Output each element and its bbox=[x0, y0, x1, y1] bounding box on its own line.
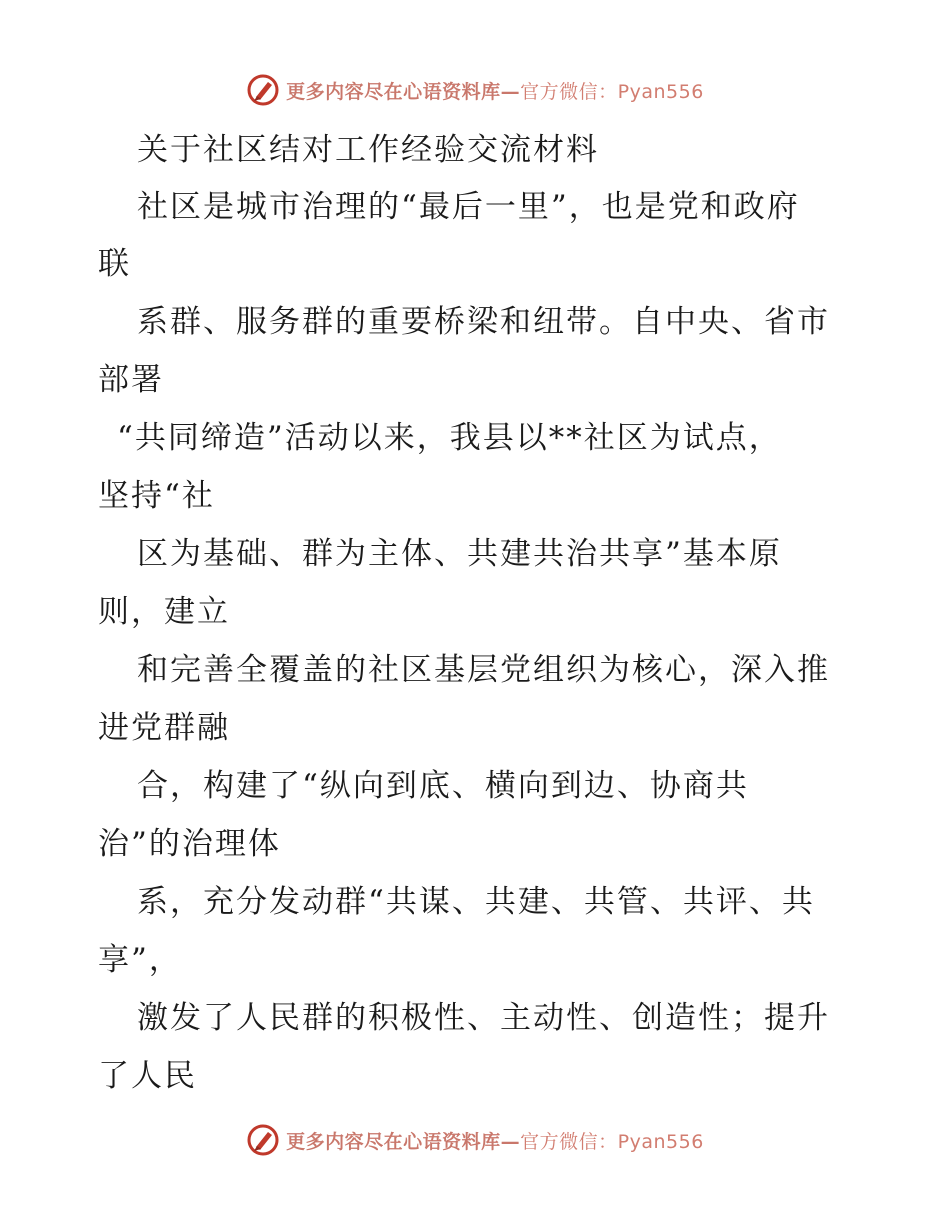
text-line: “共同缔造”活动以来，我县以**社区为试点， bbox=[117, 420, 782, 456]
text-line: 治”的治理体 bbox=[98, 826, 281, 862]
text-line: 则，建立 bbox=[98, 594, 230, 630]
footer-banner bbox=[0, 1120, 950, 1160]
text-line: 系群、服务群的重要桥梁和纽带。自中央、省市 bbox=[137, 304, 830, 340]
text-line: 区为基础、群为主体、共建共治共享”基本原 bbox=[137, 536, 782, 572]
banner-text: 更多内容尽在心语资料库—官方微信：Pyan556 bbox=[286, 1130, 704, 1153]
text-line: 进党群融 bbox=[98, 710, 230, 746]
text-line: 联 bbox=[98, 246, 131, 282]
text-line: 激发了人民群的积极性、主动性、创造性；提升 bbox=[137, 1000, 830, 1036]
text-line: 了人民 bbox=[98, 1058, 197, 1094]
banner-text: 更多内容尽在心语资料库—官方微信：Pyan556 bbox=[286, 80, 704, 103]
pen-logo-icon bbox=[246, 1123, 280, 1157]
pen-logo-icon bbox=[246, 73, 280, 107]
text-line: 系，充分发动群“共谋、共建、共管、共评、共 bbox=[137, 884, 815, 920]
document-title: 关于社区结对工作经验交流材料 bbox=[137, 132, 599, 168]
header-banner bbox=[0, 70, 950, 110]
banner-wechat: 官方微信：Pyan556 bbox=[520, 1130, 704, 1153]
text-line: 和完善全覆盖的社区基层党组织为核心，深入推 bbox=[137, 652, 830, 688]
text-line: 坚持“社 bbox=[98, 478, 215, 514]
text-line: 社区是城市治理的“最后一里”，也是党和政府 bbox=[137, 189, 800, 225]
text-line: 合，构建了“纵向到底、横向到边、协商共 bbox=[137, 768, 749, 804]
text-line: 享”， bbox=[98, 942, 182, 978]
banner-wechat: 官方微信：Pyan556 bbox=[520, 80, 704, 103]
text-line: 部署 bbox=[98, 362, 164, 398]
